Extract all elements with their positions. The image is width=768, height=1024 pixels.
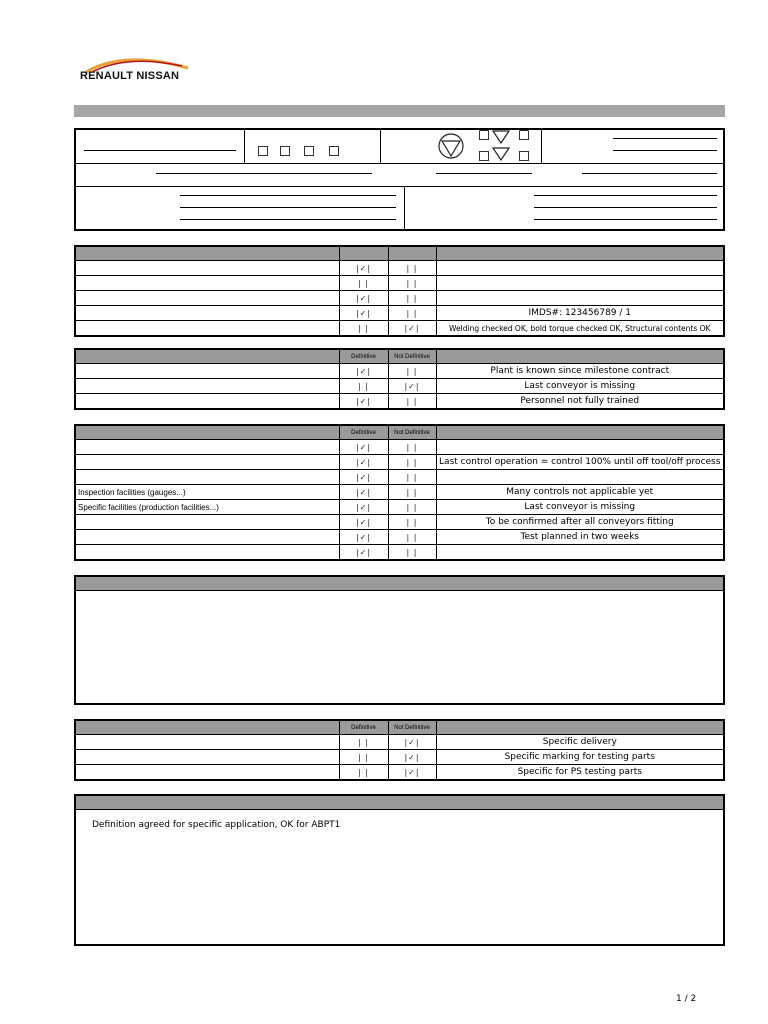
table-header <box>75 425 724 440</box>
table-row <box>75 750 724 765</box>
observations-box <box>74 575 725 705</box>
table-row <box>75 735 724 750</box>
input-line[interactable] <box>534 219 717 220</box>
divider <box>404 186 405 229</box>
table-row <box>75 485 724 500</box>
input-line[interactable] <box>180 195 396 196</box>
row-label <box>75 306 339 321</box>
comment-cell <box>436 291 724 306</box>
header-box <box>74 128 725 231</box>
definitive-checkbox[interactable]: | | <box>339 765 388 781</box>
checkbox[interactable] <box>479 130 489 140</box>
divider <box>541 130 542 163</box>
definitive-checkbox[interactable]: |✓| <box>339 515 388 530</box>
comment-cell: Plant is known since milestone contract <box>436 364 724 379</box>
definitive-checkbox[interactable]: |✓| <box>339 261 388 276</box>
row-label <box>75 765 339 781</box>
row-label <box>75 515 339 530</box>
table-row <box>75 545 724 561</box>
comment-cell: Many controls not applicable yet <box>436 485 724 500</box>
not-definitive-checkbox[interactable]: | | <box>388 530 436 545</box>
company-logo: RENAULT NISSAN <box>80 70 180 82</box>
table-row <box>75 306 724 321</box>
table-row <box>75 364 724 379</box>
row-label <box>75 530 339 545</box>
box-header-bar <box>76 577 723 591</box>
table-row <box>75 440 724 455</box>
definitive-checkbox[interactable]: |✓| <box>339 394 388 410</box>
header-not-definitive: Not Definitive <box>388 425 436 440</box>
definitive-checkbox[interactable]: |✓| <box>339 306 388 321</box>
checkbox[interactable] <box>280 146 290 156</box>
not-definitive-checkbox[interactable]: | | <box>388 470 436 485</box>
table-header <box>75 720 724 735</box>
table-header <box>75 246 724 261</box>
not-definitive-checkbox[interactable]: |✓| <box>388 750 436 765</box>
comment-cell <box>436 276 724 291</box>
table-row <box>75 291 724 306</box>
comment-cell: IMDS#: 123456789 / 1 <box>436 306 724 321</box>
input-line[interactable] <box>534 207 717 208</box>
comment-cell: Test planned in two weeks <box>436 530 724 545</box>
table-row <box>75 261 724 276</box>
not-definitive-checkbox[interactable]: | | <box>388 306 436 321</box>
circle-triangle-icon <box>437 132 465 160</box>
not-definitive-checkbox[interactable]: | | <box>388 261 436 276</box>
table-row <box>75 276 724 291</box>
table-row <box>75 455 724 470</box>
row-label <box>75 455 339 470</box>
input-line[interactable] <box>84 150 236 151</box>
definitive-checkbox[interactable]: |✓| <box>339 545 388 561</box>
header-definitive: Definitive <box>339 349 388 364</box>
input-line[interactable] <box>156 173 372 174</box>
comment-cell: To be confirmed after all conveyors fitting <box>436 515 724 530</box>
table-section-a <box>74 245 725 337</box>
not-definitive-checkbox[interactable]: | | <box>388 394 436 410</box>
divider <box>76 163 723 164</box>
input-line[interactable] <box>582 173 717 174</box>
definitive-checkbox[interactable]: | | <box>339 379 388 394</box>
table-row <box>75 765 724 781</box>
table-row <box>75 379 724 394</box>
header-not-definitive: Not Definitive <box>388 720 436 735</box>
input-line[interactable] <box>436 173 532 174</box>
comment-cell: Personnel not fully trained <box>436 394 724 410</box>
row-label <box>75 276 339 291</box>
conclusion-box <box>74 794 725 946</box>
comment-cell: Last control operation = control 100% until off tool/off process <box>436 455 724 470</box>
definitive-checkbox[interactable]: |✓| <box>339 470 388 485</box>
table-row <box>75 530 724 545</box>
row-label: Specific facilities (production facilities...) <box>75 500 339 515</box>
definitive-checkbox[interactable]: |✓| <box>339 530 388 545</box>
comment-cell: Specific marking for testing parts <box>436 750 724 765</box>
not-definitive-checkbox[interactable]: | | <box>388 455 436 470</box>
definitive-checkbox[interactable]: |✓| <box>339 440 388 455</box>
checkbox[interactable] <box>479 151 489 161</box>
not-definitive-checkbox[interactable]: |✓| <box>388 379 436 394</box>
row-label <box>75 364 339 379</box>
not-definitive-checkbox[interactable]: | | <box>388 515 436 530</box>
row-label <box>75 545 339 561</box>
checkbox[interactable] <box>329 146 339 156</box>
comment-cell <box>436 440 724 455</box>
table-header <box>75 349 724 364</box>
row-label <box>75 470 339 485</box>
definitive-checkbox[interactable]: |✓| <box>339 455 388 470</box>
not-definitive-checkbox[interactable]: | | <box>388 500 436 515</box>
definitive-checkbox[interactable]: |✓| <box>339 364 388 379</box>
table-row <box>75 515 724 530</box>
conclusion-text: Definition agreed for specific application, OK for ABPT1 <box>92 820 341 830</box>
definitive-checkbox[interactable]: |✓| <box>339 485 388 500</box>
comment-cell: Last conveyor is missing <box>436 500 724 515</box>
definitive-checkbox[interactable]: | | <box>339 735 388 750</box>
row-label <box>75 291 339 306</box>
table-row <box>75 500 724 515</box>
input-line[interactable] <box>180 219 396 220</box>
row-label: Inspection facilities (gauges...) <box>75 485 339 500</box>
definitive-checkbox[interactable]: | | <box>339 750 388 765</box>
table-row <box>75 470 724 485</box>
comment-cell <box>436 470 724 485</box>
definitive-checkbox[interactable]: |✓| <box>339 291 388 306</box>
comment-cell: Specific delivery <box>436 735 724 750</box>
not-definitive-checkbox[interactable]: | | <box>388 485 436 500</box>
triangle-down-icon <box>491 130 511 144</box>
not-definitive-checkbox[interactable]: | | <box>388 291 436 306</box>
triangle-down-icon <box>491 147 511 161</box>
checkbox[interactable] <box>519 151 529 161</box>
row-label <box>75 321 339 337</box>
divider <box>76 186 723 187</box>
comment-cell: Last conveyor is missing <box>436 379 724 394</box>
not-definitive-checkbox[interactable]: | | <box>388 545 436 561</box>
comment-cell <box>436 261 724 276</box>
input-line[interactable] <box>534 195 717 196</box>
header-definitive: Definitive <box>339 425 388 440</box>
row-label <box>75 379 339 394</box>
checkbox[interactable] <box>519 130 529 140</box>
table-row <box>75 321 724 337</box>
row-label <box>75 440 339 455</box>
table-row <box>75 394 724 410</box>
table-section-c <box>74 424 725 561</box>
checkbox[interactable] <box>258 146 268 156</box>
input-line[interactable] <box>613 150 717 151</box>
not-definitive-checkbox[interactable]: |✓| <box>388 735 436 750</box>
not-definitive-checkbox[interactable]: | | <box>388 440 436 455</box>
definitive-checkbox[interactable]: | | <box>339 276 388 291</box>
definitive-checkbox[interactable]: |✓| <box>339 500 388 515</box>
comment-cell: Welding checked OK, bold torque checked OK, Structural contents OK <box>436 321 724 337</box>
header-not-definitive: Not Definitive <box>388 349 436 364</box>
not-definitive-checkbox[interactable]: |✓| <box>388 765 436 781</box>
header-definitive: Definitive <box>339 720 388 735</box>
not-definitive-checkbox[interactable]: | | <box>388 276 436 291</box>
row-label <box>75 750 339 765</box>
row-label <box>75 735 339 750</box>
divider <box>244 130 245 163</box>
input-line[interactable] <box>180 207 396 208</box>
table-section-d <box>74 719 725 781</box>
page-number: 1 / 2 <box>676 994 697 1004</box>
checkbox[interactable] <box>304 146 314 156</box>
table-section-b <box>74 348 725 410</box>
row-label <box>75 394 339 410</box>
definitive-checkbox[interactable]: | | <box>339 321 388 337</box>
comment-cell <box>436 545 724 561</box>
not-definitive-checkbox[interactable]: |✓| <box>388 321 436 337</box>
not-definitive-checkbox[interactable]: | | <box>388 364 436 379</box>
row-label <box>75 261 339 276</box>
box-header-bar <box>76 796 723 810</box>
title-bar <box>74 105 725 117</box>
divider <box>380 130 381 163</box>
comment-cell: Specific for PS testing parts <box>436 765 724 781</box>
input-line[interactable] <box>613 138 717 139</box>
